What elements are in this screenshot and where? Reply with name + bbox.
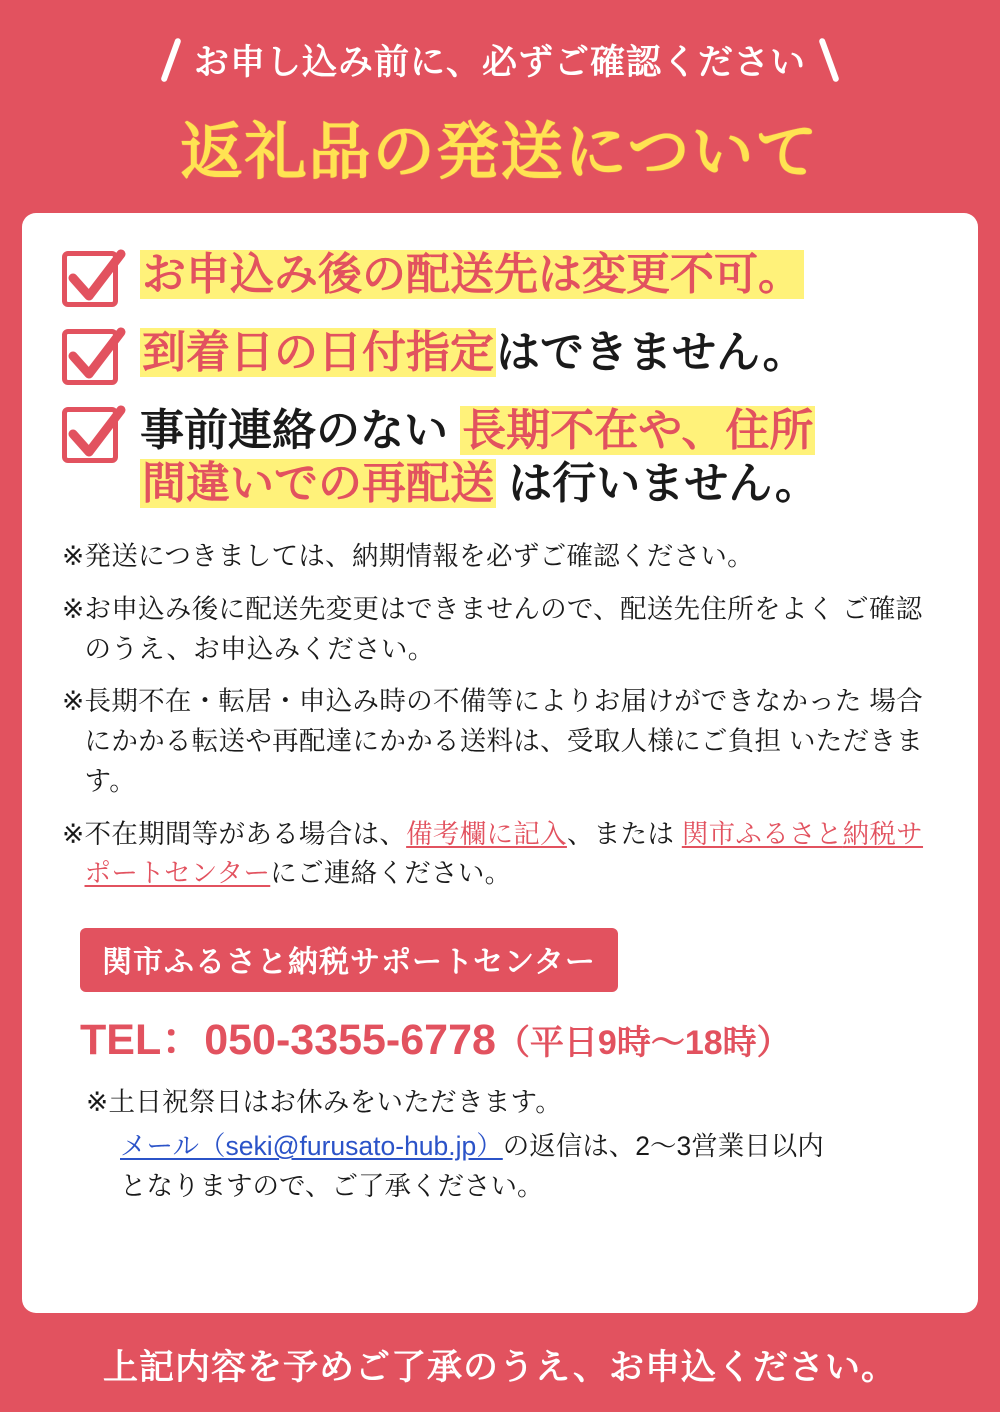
contact-name-badge: 関市ふるさと納税サポートセンター: [80, 928, 618, 992]
contact-mail-line: [86, 1127, 938, 1167]
note-item: [86, 1083, 938, 1123]
list-item-plain-pre: 事前連絡のない: [140, 406, 461, 455]
contact-mail-post: の返信は、2〜3営業日以内: [502, 1130, 824, 1161]
list-item-plain-post: は行いません。: [496, 459, 819, 508]
note-line: 場合にかかる転送や再配達にかかる送料は、受取人様にご負担: [84, 686, 923, 756]
contact-tel-hours: （平日9時〜18時）: [495, 1024, 791, 1062]
note-body: 発送につきましては、納期情報を必ずご確認ください。: [84, 541, 754, 571]
checklist: [62, 247, 938, 511]
poster-header: [22, 22, 978, 191]
contact-notes: [80, 1083, 938, 1206]
list-item-plain: はできません。: [496, 328, 807, 377]
list-item-text-line1: [140, 403, 819, 458]
note-item: [62, 537, 938, 577]
list-item-text-line2: [140, 456, 819, 511]
note-text-pre: 不在期間等がある場合は、: [84, 818, 407, 849]
note-item-absence: [62, 815, 938, 895]
support-center-link-line2: 納税サポートセンター: [84, 818, 924, 889]
note-line: いただきます。: [84, 726, 923, 796]
support-center-link-line1: 関市ふるさと: [681, 818, 843, 849]
list-item-text: [140, 247, 804, 302]
contact-block: [62, 928, 938, 1206]
remarks-field-link[interactable]: 備考欄に記入: [406, 818, 567, 849]
email-link[interactable]: メール（seki@furusato-hub.jp）: [120, 1130, 503, 1161]
note-text-post: にご連絡ください。: [270, 858, 512, 889]
note-mark: ※: [62, 593, 85, 624]
contact-mail-line-2: となりますので、ご了承ください。: [120, 1170, 544, 1201]
note-line: 長期不在・転居・申込み時の不備等によりお届けができなかった: [84, 686, 862, 717]
list-item: [62, 325, 938, 385]
eyebrow-text: お申し込み前に、必ずご確認ください: [193, 43, 806, 82]
eyebrow-row: [22, 32, 978, 88]
note-text-mid: 、または: [566, 818, 682, 849]
list-item-highlight: お申込み後の配送先は変更不可。: [142, 250, 802, 299]
list-item-highlight: 到着日の日付指定: [142, 328, 494, 377]
note-body: [85, 815, 938, 895]
list-item-text: [140, 325, 807, 380]
slash-left-icon: [160, 37, 181, 82]
note-mark: ※: [62, 541, 85, 571]
list-item-text-group: [140, 403, 819, 511]
note-body: [85, 682, 938, 801]
note-mark: ※: [86, 1087, 109, 1117]
notes-list: [62, 537, 938, 894]
checkbox-checked-icon: [62, 407, 118, 463]
slash-right-icon: [818, 37, 839, 82]
list-item-highlight-2: 間違いでの再配送: [142, 459, 494, 508]
contact-tel: [80, 1006, 938, 1067]
list-item: [62, 247, 938, 307]
footer-text: 上記内容を予めご了承のうえ、お申込ください。: [102, 1348, 898, 1387]
note-item: [62, 682, 938, 801]
note-mark: ※: [62, 818, 85, 849]
checkbox-checked-icon: [62, 251, 118, 307]
note-body: [85, 590, 938, 670]
contact-tel-number[interactable]: TEL：050-3355-6778: [80, 1016, 496, 1064]
note-body: 土日祝祭日はお休みをいただきます。: [108, 1087, 562, 1117]
page-title: 返礼品の発送について: [180, 118, 820, 187]
note-line: ご確認のうえ、お申込みください。: [84, 593, 923, 664]
notice-card: [22, 213, 978, 1313]
note-mark: ※: [62, 686, 85, 717]
note-line: お申込み後に配送先変更はできませんので、配送先住所をよく: [84, 593, 835, 624]
checkbox-checked-icon: [62, 329, 118, 385]
note-item: [62, 590, 938, 670]
list-item: [62, 403, 938, 511]
list-item-highlight: 長期不在や、住所: [462, 406, 814, 455]
